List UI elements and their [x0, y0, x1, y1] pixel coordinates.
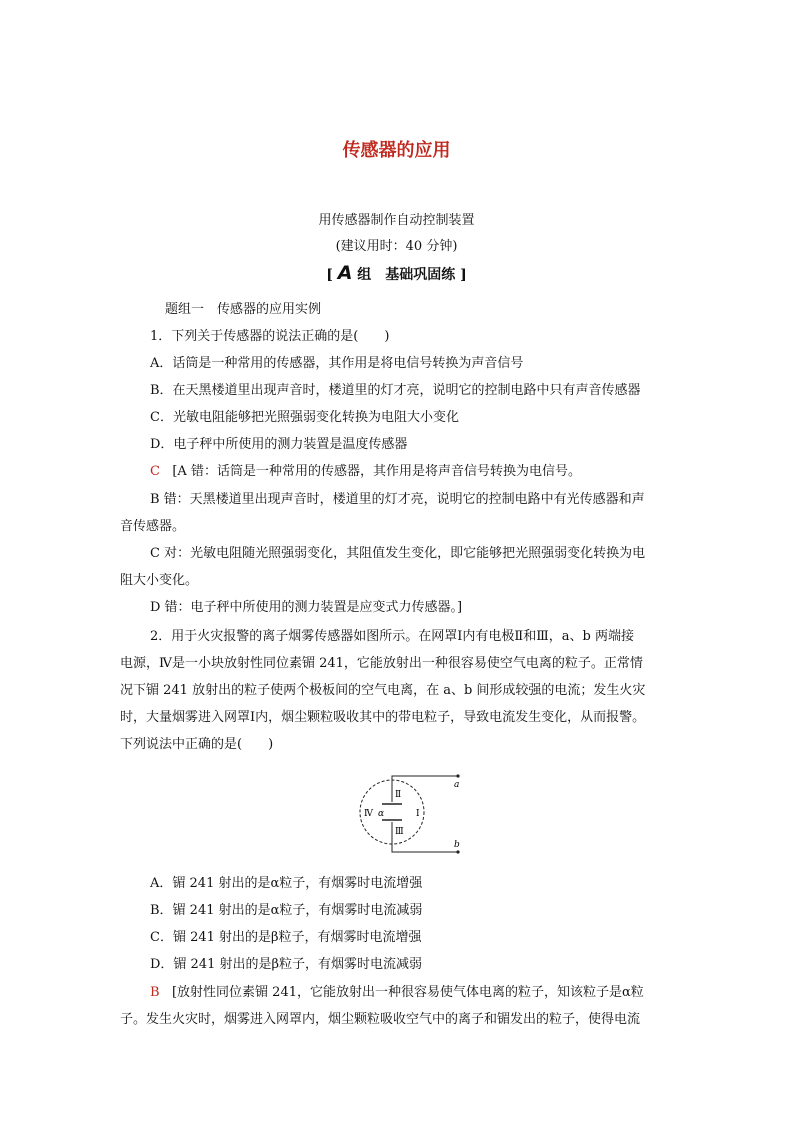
q2-stem-2: 电源，Ⅳ是一小块放射性同位素镅 241，它能放射出一种很容易使空气电离的粒子。正常情	[120, 656, 643, 671]
q2-option-b: B．镅 241 射出的是α粒子，有烟雾时电流减弱	[150, 903, 423, 918]
q2-explanation-2: 子。发生火灾时，烟雾进入网罩内，烟尘颗粒吸收空气中的离子和镅发出的粒子，使得电流	[120, 1012, 641, 1027]
label-alpha: α	[378, 809, 385, 819]
label-iii: Ⅲ	[395, 827, 404, 837]
q2-stem-3: 况下镅 241 放射出的粒子使两个极板间的空气电离，在 a、b 间形成较强的电流；发生火灾	[120, 683, 646, 698]
label-iv: Ⅳ	[364, 809, 373, 819]
smoke-sensor-diagram	[352, 768, 472, 858]
q1-explanation-2: B 错：天黑楼道里出现声音时，楼道里的灯才亮，说明它的控制电路中有光传感器和声	[150, 492, 645, 507]
wire-b	[392, 842, 458, 852]
q2-stem-1: 2．用于火灾报警的离子烟雾传感器如图所示。在网罩Ⅰ内有电极Ⅱ和Ⅲ，a、b 两端接	[150, 629, 634, 644]
group-label: 组 基础巩固练	[357, 267, 456, 283]
q1-answer-letter: C	[150, 464, 160, 479]
q1-answer-line	[150, 460, 710, 479]
wire-a	[392, 776, 458, 784]
q2-answer-line	[150, 981, 710, 1000]
q2-option-a: A．镅 241 射出的是α粒子，有烟雾时电流增强	[150, 876, 423, 891]
q1-explanation-3: 音传感器。	[120, 519, 186, 534]
q2-option-d: D．镅 241 射出的是β粒子，有烟雾时电流减弱	[150, 957, 423, 972]
label-b: b	[454, 840, 460, 850]
group-heading	[0, 262, 793, 284]
topic-heading: 题组一 传感器的应用实例	[165, 302, 322, 317]
terminal-a	[456, 774, 459, 777]
q2-stem-4: 时，大量烟雾进入网罩Ⅰ内，烟尘颗粒吸收其中的带电粒子，导致电流发生变化，从而报警。	[120, 710, 646, 725]
terminal-b	[456, 850, 459, 853]
group-bracket-open: [	[326, 267, 333, 283]
group-bracket-close: ]	[460, 267, 467, 283]
q2-explanation-1: [放射性同位素镅 241，它能放射出一种很容易使气体电离的粒子，知该粒子是α粒	[171, 985, 644, 1000]
q1-stem: 1．下列关于传感器的说法正确的是( )	[150, 329, 390, 344]
section-subtitle: 用传感器制作自动控制装置	[318, 213, 475, 228]
q1-explanation-6: D 错：电子秤中所使用的测力装置是应变式力传感器。]	[150, 600, 463, 615]
q1-explanation-5: 阻大小变化。	[120, 573, 199, 588]
q1-option-c: C．光敏电阻能够把光照强弱变化转换为电阻大小变化	[150, 410, 459, 425]
q1-option-a: A．话筒是一种常用的传感器，其作用是将电信号转换为声音信号	[150, 356, 524, 371]
q1-option-b: B．在天黑楼道里出现声音时，楼道里的灯才亮，说明它的控制电路中只有声音传感器	[150, 383, 641, 398]
q2-option-c: C．镅 241 射出的是β粒子，有烟雾时电流增强	[150, 930, 422, 945]
page-title: 传感器的应用	[342, 140, 451, 161]
label-ii: Ⅱ	[395, 790, 402, 800]
q1-explanation-4: C 对：光敏电阻随光照强弱变化，其阻值发生变化，即它能够把光照强弱变化转换为电	[150, 546, 646, 561]
group-letter: A	[337, 262, 353, 284]
time-hint: (建议用时：40 分钟)	[335, 239, 458, 254]
q1-option-d: D．电子秤中所使用的测力装置是温度传感器	[150, 437, 408, 452]
q2-answer-letter: B	[150, 985, 160, 1000]
label-i: Ⅰ	[416, 809, 420, 819]
label-a: a	[454, 780, 460, 790]
q2-stem-5: 下列说法中正确的是( )	[120, 737, 274, 752]
q1-explanation-1: [A 错：话筒是一种常用的传感器，其作用是将声音信号转换为电信号。	[172, 464, 581, 479]
